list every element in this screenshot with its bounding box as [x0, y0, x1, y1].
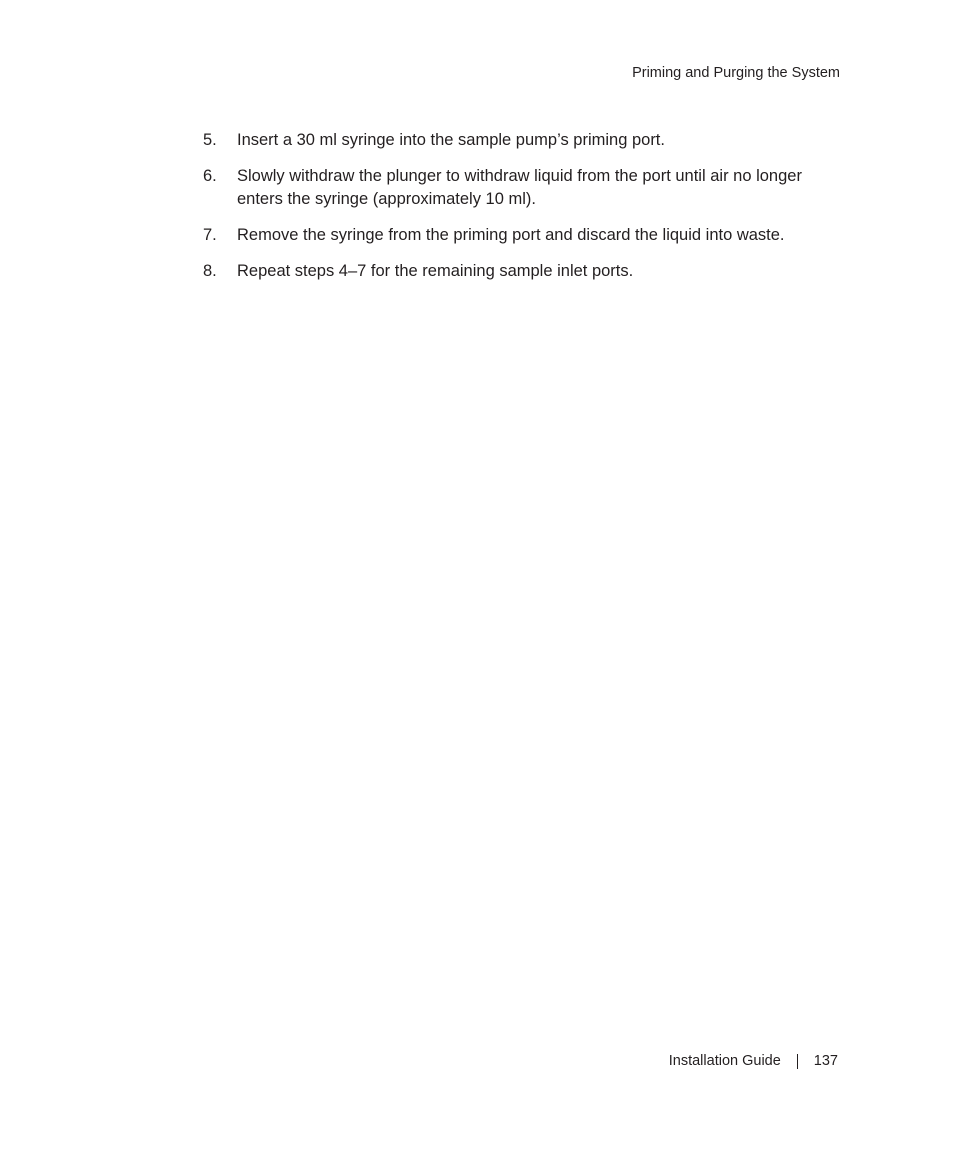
step-number: 7.: [203, 226, 217, 244]
running-footer: [669, 1051, 838, 1071]
section-title: Priming and Purging the System: [632, 65, 840, 81]
step-text: Repeat steps 4–7 for the remaining sample inlet ports.: [237, 262, 634, 280]
step-number: 6.: [203, 167, 217, 185]
document-title: Installation Guide: [668, 1053, 781, 1069]
footer-divider: [797, 1054, 798, 1069]
step-text: Slowly withdraw the plunger to withdraw liquid from the port until air no longer enters the syringe (approximately 10 ml).: [237, 167, 802, 208]
step-text: Insert a 30 ml syringe into the sample pump’s priming port.: [237, 131, 665, 149]
page-number: 137: [813, 1053, 838, 1069]
running-header: [632, 63, 840, 83]
procedure-step: [203, 260, 843, 283]
step-number: 5.: [203, 131, 217, 149]
step-number: 8.: [203, 262, 217, 280]
procedure-step: [203, 224, 843, 247]
procedure-step: [203, 165, 843, 211]
step-text: Remove the syringe from the priming port and discard the liquid into waste.: [237, 226, 785, 244]
procedure-steps-list: [203, 129, 843, 296]
procedure-step: [203, 129, 843, 152]
